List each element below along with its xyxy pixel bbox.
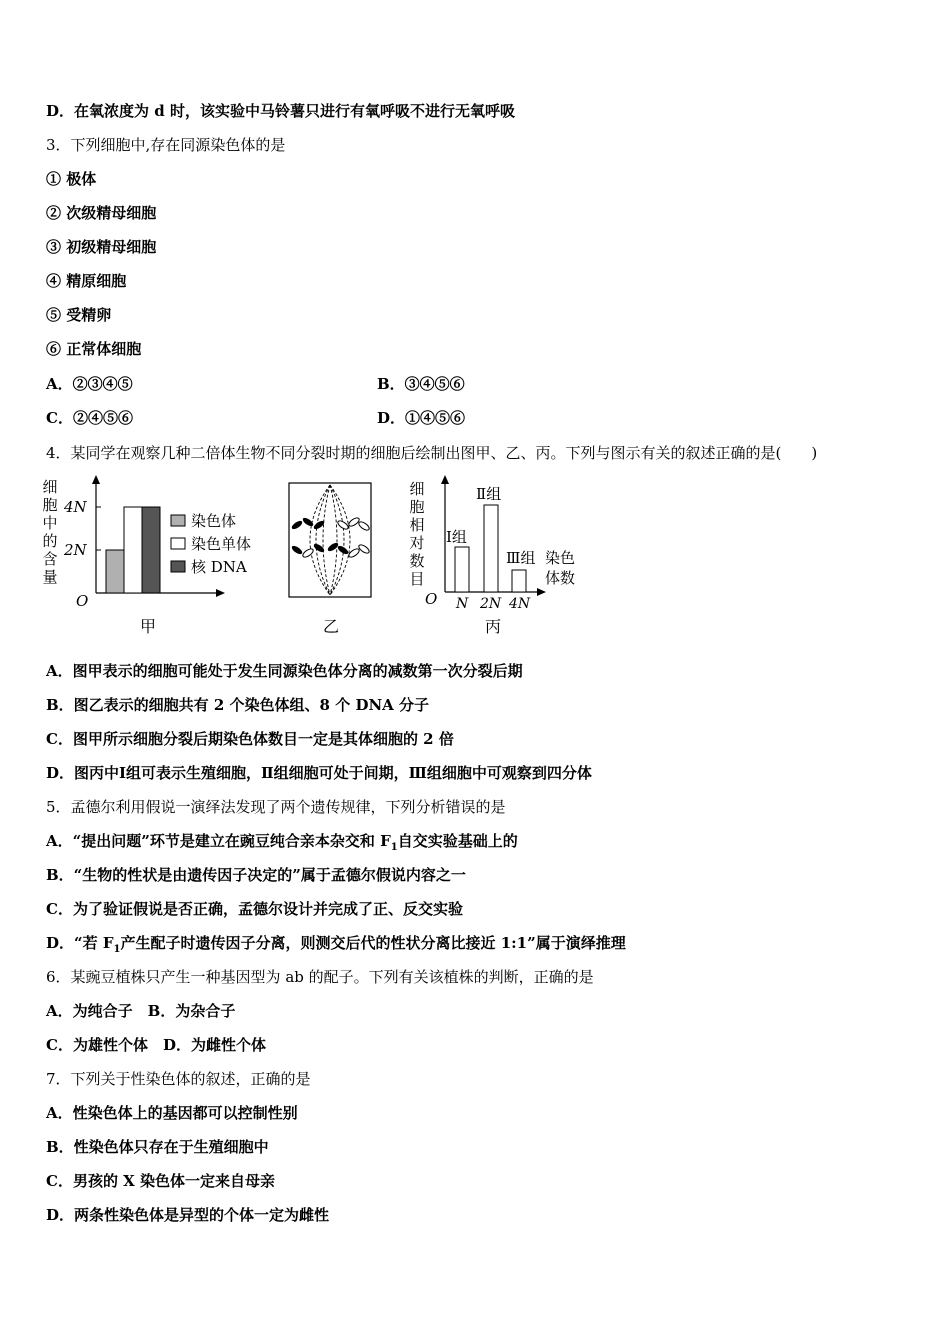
- legend-swatch-chromosome: [171, 515, 185, 526]
- q3-item-1: ① 极体: [46, 170, 97, 188]
- yi-cell-border: [289, 483, 371, 597]
- bing-bar-group1: [455, 547, 469, 592]
- bing-xtick-n: N: [456, 596, 469, 612]
- jia-tick-4n: 4N: [64, 498, 87, 516]
- jia-ylabel-char-1: 细: [42, 478, 58, 496]
- caption-bing: 丙: [485, 617, 502, 636]
- caption-jia: 甲: [140, 617, 157, 636]
- jia-ylabel-char-6: 量: [42, 568, 58, 586]
- q7-option-a: A．性染色体上的基因都可以控制性别: [46, 1104, 298, 1122]
- jia-bar-1: [106, 550, 124, 593]
- q3-item-3: ③ 初级精母细胞: [46, 238, 157, 256]
- legend-chromatid: 染色单体: [191, 535, 252, 553]
- bing-label-group2: Ⅱ组: [476, 485, 502, 503]
- legend-swatch-dna: [171, 561, 185, 572]
- jia-origin: O: [76, 592, 89, 610]
- bing-ylabel-char-2: 胞: [409, 498, 425, 516]
- q5-option-d-sub: 1: [113, 944, 121, 955]
- yi-spindle: [310, 485, 350, 595]
- q4-option-a: A．图甲表示的细胞可能处于发生同源染色体分离的减数第一次分裂后期: [46, 662, 523, 680]
- bing-xtick-2n: 2N: [480, 596, 502, 612]
- q3-item-5: ⑤ 受精卵: [46, 306, 112, 324]
- q3-stem: 3．下列细胞中,存在同源染色体的是: [46, 136, 286, 154]
- q4-option-c: C．图甲所示细胞分裂后期染色体数目一定是其体细胞的 2 倍: [46, 730, 454, 748]
- jia-ylabel-char-4: 的: [42, 532, 58, 550]
- bing-bar-group2: [484, 505, 498, 592]
- q5-option-a-pre: A．“提出问题”环节是建立在豌豆纯合亲本杂交和 F: [46, 832, 391, 850]
- q2-option-d: D．在氧浓度为 d 时，该实验中马铃薯只进行有氧呼吸不进行无氧呼吸: [46, 102, 515, 120]
- q4-option-b: B．图乙表示的细胞共有 2 个染色体组、8 个 DNA 分子: [46, 696, 430, 714]
- q3-item-4: ④ 精原细胞: [46, 272, 127, 290]
- yi-chromosomes: [290, 516, 370, 558]
- bing-ylabel-char-4: 对: [409, 534, 425, 552]
- q7-option-d: D．两条性染色体是异型的个体一定为雌性: [46, 1206, 330, 1224]
- caption-yi: 乙: [323, 617, 340, 636]
- q4-option-d: D．图丙中Ⅰ组可表示生殖细胞，Ⅱ组细胞可处于间期，Ⅲ组细胞中可观察到四分体: [46, 764, 592, 782]
- bing-xtick-4n: 4N: [509, 596, 531, 612]
- jia-ylabel-char-5: 含: [42, 550, 58, 568]
- jia-ylabel-char-2: 胞: [42, 496, 58, 514]
- q5-stem: 5．孟德尔利用假说一演绎法发现了两个遗传规律，下列分析错误的是: [46, 798, 506, 816]
- q5-option-a-post: 自交实验基础上的: [397, 832, 518, 850]
- q5-option-c: C．为了验证假说是否正确，孟德尔设计并完成了正、反交实验: [46, 900, 463, 918]
- bing-ylabel-char-6: 目: [409, 570, 425, 588]
- q6-options-cd: C．为雄性个体 D．为雌性个体: [46, 1036, 266, 1054]
- q7-option-c: C．男孩的 X 染色体一定来自母亲: [46, 1172, 276, 1190]
- q6-stem: 6．某豌豆植株只产生一种基因型为 ab 的配子。下列有关该植株的判断，正确的是: [46, 968, 594, 986]
- bing-ylabel-char-5: 数: [409, 552, 425, 570]
- bing-ylabel-char-3: 相: [409, 516, 425, 534]
- q5-option-a: [46, 831, 518, 858]
- bing-label-group1: Ⅰ组: [446, 528, 467, 546]
- q7-option-b: B．性染色体只存在于生殖细胞中: [46, 1138, 269, 1156]
- q3-option-b: B．③④⑤⑥: [377, 375, 465, 393]
- legend-chromosome: 染色体: [191, 512, 237, 530]
- bing-ylabel-char-1: 细: [409, 480, 425, 498]
- figure-bing: [405, 474, 590, 644]
- jia-x-arrow: [216, 589, 225, 597]
- q4-stem-text: 4．某同学在观察几种二倍体生物不同分裂时期的细胞后绘制出图甲、乙、丙。下列与图示有关的叙述正确的是( ): [46, 444, 818, 462]
- jia-ylabel: [42, 478, 57, 586]
- q6-options-ab: A．为纯合子 B．为杂合子: [46, 1002, 236, 1020]
- legend-dna: 核 DNA: [191, 558, 247, 576]
- q5-option-d-post: 产生配子时遗传因子分离，则测交后代的性状分离比接近 1:1”属于演绎推理: [120, 934, 626, 952]
- jia-bar-3: [142, 507, 160, 593]
- bing-bar-group3: [512, 570, 526, 592]
- jia-y-arrow: [92, 475, 100, 484]
- q3-option-a: A．②③④⑤: [46, 375, 133, 393]
- q5-option-d-pre: D．“若 F: [46, 934, 114, 952]
- legend-swatch-chromatid: [171, 538, 185, 549]
- bing-label-group3: Ⅲ组: [506, 549, 536, 567]
- q3-item-2: ② 次级精母细胞: [46, 204, 157, 222]
- q5-option-b: B．“生物的性状是由遗传因子决定的”属于孟德尔假说内容之一: [46, 866, 466, 884]
- q7-stem: 7．下列关于性染色体的叙述，正确的是: [46, 1070, 311, 1088]
- jia-tick-2n: 2N: [64, 541, 87, 559]
- q3-option-c: C．②④⑤⑥: [46, 409, 133, 427]
- jia-bars: [106, 507, 160, 593]
- figure-yi: [286, 480, 376, 642]
- q3-item-6: ⑥ 正常体细胞: [46, 340, 142, 358]
- bing-ylabel: [409, 480, 424, 588]
- q3-option-d: D．①④⑤⑥: [377, 409, 466, 427]
- bing-x-arrow: [537, 588, 546, 596]
- q5-option-d: [46, 933, 626, 960]
- jia-bar-2: [124, 507, 142, 593]
- q4-stem: [46, 443, 817, 463]
- bing-xlabel-line2: 体数: [545, 569, 576, 587]
- bing-y-arrow: [441, 475, 449, 484]
- figure-jia: [40, 474, 270, 644]
- bing-xlabel-line1: 染色: [545, 549, 576, 567]
- q5-option-a-sub: 1: [390, 842, 398, 853]
- bing-origin: O: [425, 590, 438, 608]
- jia-ylabel-char-3: 中: [42, 514, 58, 532]
